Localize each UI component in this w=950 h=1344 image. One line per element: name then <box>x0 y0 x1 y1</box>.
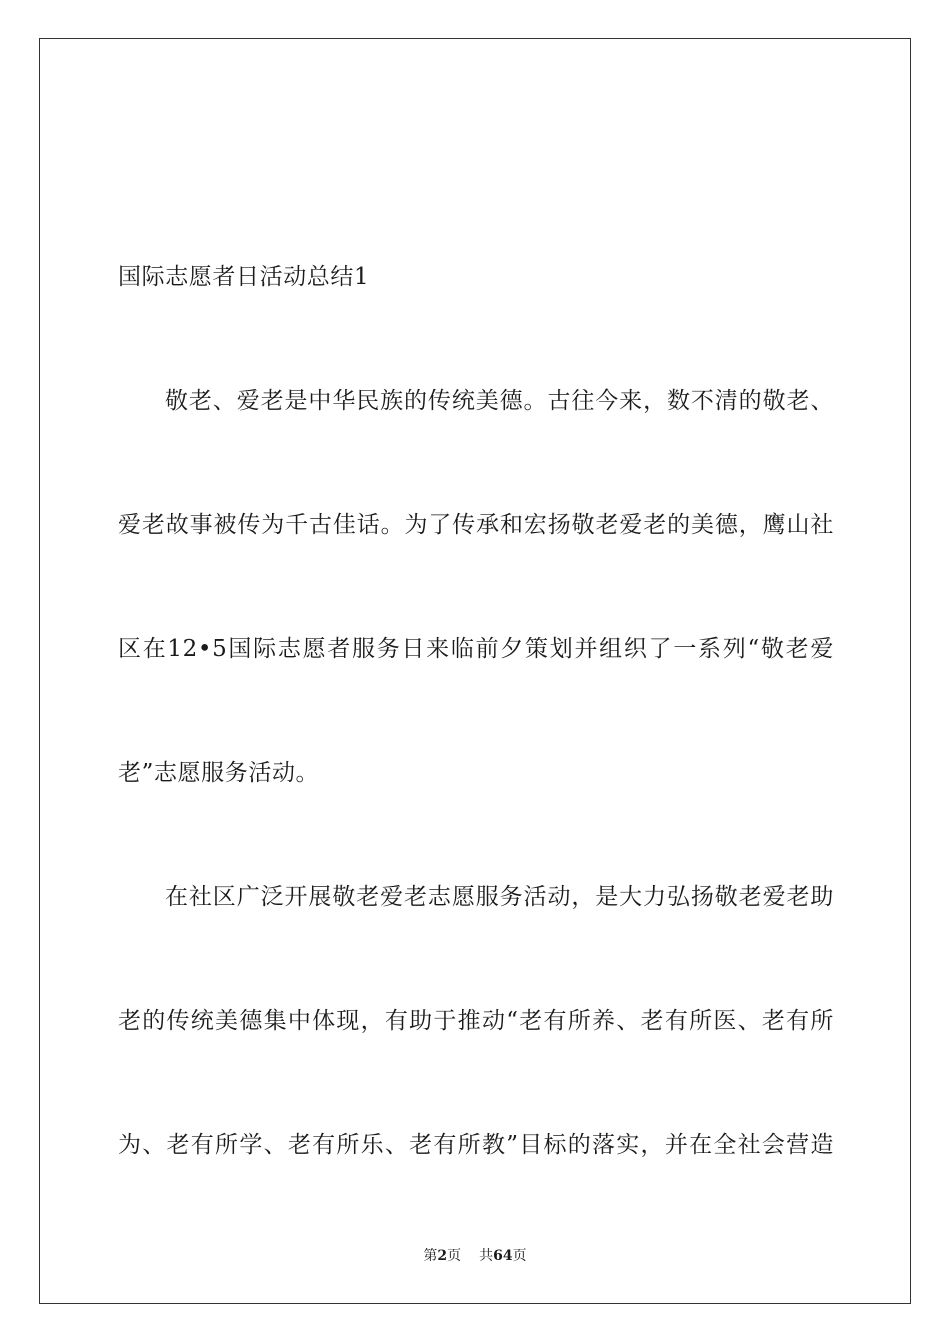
footer-page-current: 2 <box>437 1248 448 1264</box>
footer-total-prefix: 共 <box>479 1248 494 1264</box>
page-footer <box>0 1247 950 1265</box>
paragraph-2-line-1: 在社区广泛开展敬老爱老志愿服务活动，是大力弘扬敬老爱老助 <box>165 884 834 910</box>
footer-page-prefix: 第 <box>423 1248 438 1264</box>
paragraph-1-line-4: 老”志愿服务活动。 <box>118 760 320 786</box>
footer-page-suffix: 页 <box>447 1248 462 1264</box>
footer-page-total: 64 <box>493 1248 513 1264</box>
paragraph-1-line-1: 敬老、爱老是中华民族的传统美德。古往今来，数不清的敬老、 <box>165 388 834 414</box>
paragraph-1-line-3: 区在12•5国际志愿者服务日来临前夕策划并组织了一系列“敬老爱 <box>118 636 834 662</box>
paragraph-2-line-2: 老的传统美德集中体现，有助于推动“老有所养、老有所医、老有所 <box>118 1008 834 1034</box>
paragraph-2-line-3: 为、老有所学、老有所乐、老有所教”目标的落实，并在全社会营造 <box>118 1132 834 1158</box>
page-frame <box>39 38 911 1304</box>
footer-total-suffix: 页 <box>512 1248 527 1264</box>
document-heading: 国际志愿者日活动总结1 <box>118 264 370 290</box>
paragraph-1-line-2: 爱老故事被传为千古佳话。为了传承和宏扬敬老爱老的美德，鹰山社 <box>118 512 834 538</box>
